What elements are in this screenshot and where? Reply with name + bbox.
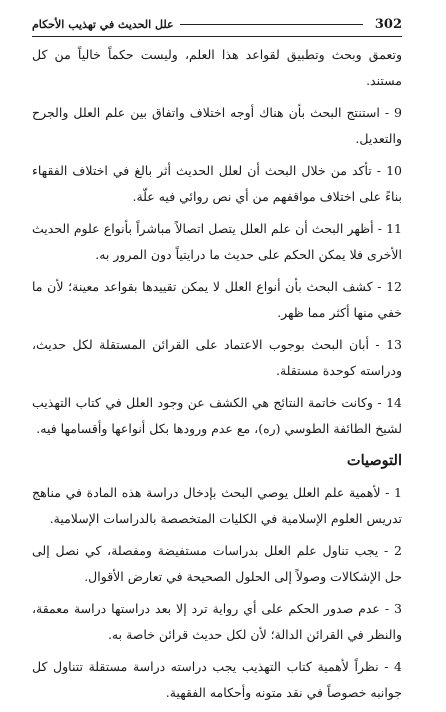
page-header [32,14,402,34]
running-title: علل الحديث في تهذيب الأحكام [32,17,174,31]
page-body [32,42,402,712]
result-10: 10 - تأكد من خلال البحث أن لعلل الحديث أثر بالغ في اختلاف الفقهاء بناءً على اختلاف مواقفهم من أي نص روائي فيه علّة. [32,163,402,204]
intro-line: وتعمق وبحث وتطبيق لقواعد هذا العلم، وليست حكماً خالياً من كل مستند. [32,47,402,88]
header-underline [32,36,402,37]
result-12: 12 - كشف البحث بأن أنواع العلل لا يمكن تقييدها بقواعد معينة؛ لأن ما خفي منها أكثر مما ظهر. [32,279,402,320]
header-rule [180,24,363,25]
result-11: 11 - أظهر البحث أن علم العلل يتصل اتصالاً مباشراً بأنواع علوم الحديث الأخرى فلا يمكن الحكم على حديث ما درايتياً دون المرور به. [32,221,402,262]
page-number: 302 [374,16,402,32]
recommendation-2: 2 - يجب تناول علم العلل بدراسات مستفيضة ومفصلة، كي نصل إلى حل الإشكالات وصولاً إلى الحلول الصحيحة في تعارض الأقوال. [32,543,402,584]
recommendation-4: 4 - نظراً لأهمية كتاب التهذيب يجب دراسته دراسة مستقلة تتناول كل جوانبه خصوصاً في نقد متونه وأحكامه الفقهية. [32,659,402,700]
result-14: 14 - وكانت خاتمة النتائج هي الكشف عن وجود العلل في كتاب التهذيب لشيخ الطائفة الطوسي (ره)، مع عدم ورودها بكل أنواعها وأقسامها فيه. [32,395,402,436]
recommendations-heading: التوصيات [346,452,402,469]
recommendation-3: 3 - عدم صدور الحكم على أي رواية ترد إلا بعد دراستها دراسة معمقة، والنظر في القرائن الدالة؛ لأن لكل حديث قرائن خاصة به. [32,601,402,642]
result-13: 13 - أبان البحث بوجوب الاعتماد على القرائن المستقلة لكل حديث، ودراسته كوحدة مستقلة. [32,337,402,378]
recommendation-1: 1 - لأهمية علم العلل يوصي البحث بإدخال دراسة هذه المادة في مناهج تدريس العلوم الإسلامية في الكليات المتخصصة بالدراسات الإسلامية. [32,485,402,526]
result-9: 9 - استنتج البحث بأن هناك أوجه اختلاف واتفاق بين علم العلل والجرح والتعديل. [32,105,402,146]
